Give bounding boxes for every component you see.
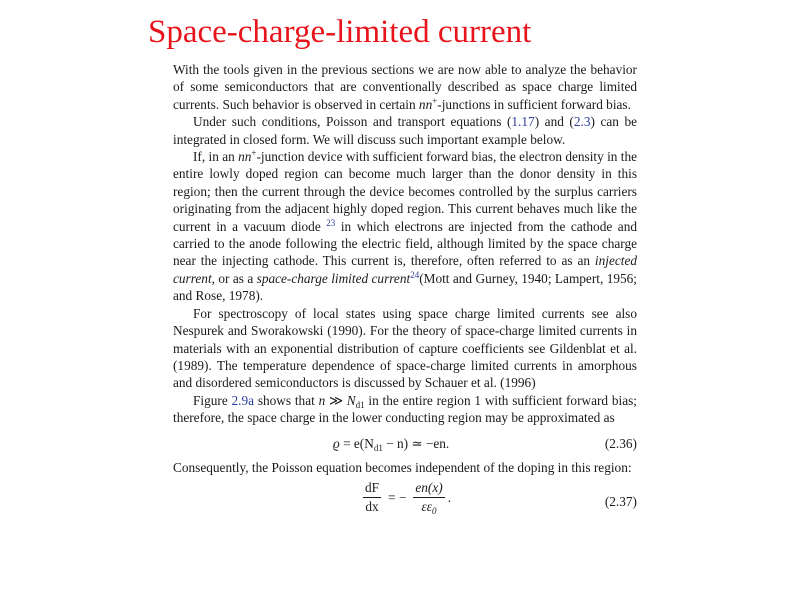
math-rho: ϱ: [333, 435, 340, 451]
math-nn: nn: [418, 96, 433, 112]
paragraph-poisson: [173, 459, 637, 476]
document-body: [173, 61, 637, 526]
paragraph-text: -junction device with sufficient forward bias, the electron density in the entire lowly doped region can become much larger than the donor density in this region; then the current through the device becomes controlled by the surplus carriers originating from the adjacent highly doped region. This current behaves much like the current in a vacuum diode: [173, 149, 637, 234]
emphasis-text: space-charge limited current: [256, 270, 411, 286]
equation-reference-link[interactable]: 2.3: [573, 114, 591, 130]
paragraph-text: in the entire region 1 with sufficient forward bias; therefore, the space charge in the lower conducting region may be approximated as: [173, 392, 637, 426]
equation-body: [333, 435, 449, 452]
equation-number: (2.37): [604, 493, 637, 509]
equation-number: (2.36): [604, 435, 637, 451]
paragraph-text: shows that: [254, 392, 319, 408]
paragraph-text: If, in an: [193, 149, 239, 165]
math-superscript: +: [432, 95, 438, 106]
math-n: n: [318, 392, 326, 408]
fraction-numerator: en(x): [413, 480, 444, 498]
figure-reference-link[interactable]: 2.9a: [231, 392, 255, 408]
math-subscript: d1: [373, 442, 383, 453]
math-epsilon: εε: [421, 498, 433, 514]
footnote-link[interactable]: 24: [410, 269, 420, 280]
math-subscript: 0: [432, 505, 437, 516]
paragraph-spectroscopy: [173, 305, 637, 392]
math-subscript: d1: [355, 399, 365, 410]
equation-reference-link[interactable]: 1.17: [511, 114, 535, 130]
paragraph-text: For spectroscopy of local states using space charge limited currents see also Nespurek and Sworakowski (1990). For the theory of space-charge limited currents in materials with an exponential distribution of capture coefficients see Gildenblat et al. (1989). The temperature dependence of space-charge limited currents in amorphous and disordered semiconductors is discussed by Schauer et al. (1996): [173, 305, 637, 391]
paragraph-intro: [173, 61, 637, 113]
slide-title: Space-charge-limited current: [148, 14, 532, 50]
paragraph-text: (Mott and Gurney, 1940; Lampert, 1956; and Rose, 1978).: [173, 270, 637, 304]
emphasis-text: injected current: [173, 253, 637, 286]
paragraph-text: Consequently, the Poisson equation becomes independent of the doping in this region:: [173, 459, 632, 475]
math-period: .: [447, 489, 452, 505]
footnote-link[interactable]: 23: [326, 217, 336, 228]
fraction-lhs: [363, 480, 381, 515]
equation-body: [360, 480, 451, 515]
equation-2-36: [173, 427, 637, 459]
paragraph-text: ) and (: [534, 114, 574, 130]
math-nn: nn: [238, 149, 252, 165]
math-operator: = −: [388, 489, 407, 505]
math-operator: ≫: [325, 392, 347, 408]
paragraph-text: With the tools given in the previous sections we are now able to analyze the behavior of some semiconductors that are conventionally described as space charge limited currents. Such behavior is observed in certain: [173, 62, 637, 112]
fraction-denominator: [420, 498, 439, 515]
paragraph-conditions: [173, 113, 637, 148]
fraction-denominator: dx: [365, 498, 379, 514]
paragraph-injected-current: [173, 148, 637, 305]
fraction-numerator: dF: [363, 480, 381, 498]
equation-2-37: [173, 476, 637, 526]
fraction-rhs: [413, 480, 444, 515]
paragraph-text: -junctions in sufficient forward bias.: [437, 96, 631, 112]
paragraph-text: Figure: [193, 392, 232, 408]
math-N: N: [346, 392, 356, 408]
paragraph-text: , or as a: [211, 270, 257, 286]
math-expression: = e(N: [339, 435, 374, 451]
paragraph-text: in which electrons are injected from the cathode and carried to the anode following the electric field, although limited by the space charge near the injecting cathode. This current is, therefore, often referred to as an: [173, 218, 638, 269]
paragraph-text: ) can be integrated in closed form. We will discuss such important example below.: [173, 114, 637, 147]
paragraph-figure: [173, 392, 637, 427]
math-expression: − n) ≃ −en.: [382, 435, 450, 451]
paragraph-text: Under such conditions, Poisson and transport equations (: [193, 114, 512, 130]
math-superscript: +: [251, 148, 257, 159]
